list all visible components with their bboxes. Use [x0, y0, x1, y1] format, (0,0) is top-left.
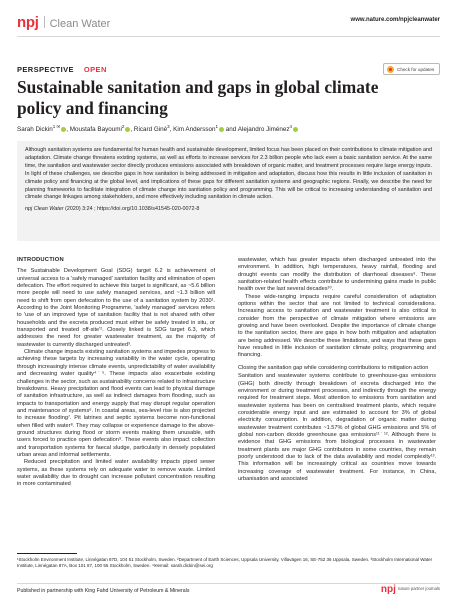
body-paragraph: Sanitation and wastewater systems contribute to greenhouse-gas emissions (GHG) both directly through breakdown of excreta discharged into the environment or during treatment processes, and indirectly through the energy required for treatment steps. Most attention to emissions from sanitation and wastewater systems has been on centralised treatment plants, which require considerable energy input and are estimated to account for 3% of global electricity consumption. In addition, degradation of organic matter during wastewater treatment contributes ~1.57% of global GHG emissions and 5% of global non-carbon dioxide greenhouse gas emissions¹¹˙¹². Although there is evidence that GHG emissions from biological processes in wastewater treatment plants are major GHG contributors in some countries, they remain poorly understood due to lack of the data availability and model complexity¹³. This information will be increasingly critical as countries move towards increasing coverage of wastewater treatment. For instance, in China, urbanisation and associated	[238, 373, 436, 482]
citation-line	[25, 206, 432, 212]
author-affiliation-marker: 1 ✉	[52, 123, 61, 129]
abstract-panel	[17, 141, 440, 241]
body-paragraph: The Sustainable Development Goal (SDG) target 6.2 is achievement of universal access to a 'safely managed' sanitation facility and elimination of open defecation. The effort required to achieve this target is significant, as ~5.6 billion more people will need to use safely managed services, and ~1.3 billion will need to shift from open defecation to the use of a sanitation system by 2030¹. According to the Joint Monitoring Programme, 'safely managed' services refers to 'use of an improved type of sanitation facility that is not shared with other households and the excreta produced must either be safely treated in situ, or transported and treated off-site'². Closely linked is SDG target 6.3, which addresses the need for greater wastewater treatment, as the majority of wastewater is currently discharged untreated³.	[17, 268, 215, 348]
author-affiliation-marker: 1	[215, 123, 219, 129]
author-name[interactable]: Kim Andersson	[173, 126, 216, 133]
partner-journals-label: nature partner journals	[397, 586, 440, 592]
orcid-icon[interactable]	[293, 127, 298, 132]
journal-brand[interactable]	[17, 14, 110, 30]
body-paragraph: wastewater, which has greater impacts when discharged untreated into the environment. In addition, high temperatures, heavy rainfall, flooding and drought events can modify the distribution of diarrhoeal diseases⁹. These sanitation-related health effects contribute to undermining gains made in public health over the last several decades¹⁰.	[238, 257, 436, 293]
footnote-divider	[17, 553, 77, 554]
article-tags	[17, 65, 107, 74]
body-paragraph: These wide-ranging impacts require careful consideration of adaptation options within the sector that are not limited to technical considerations. Increasing access to sanitation and wastewater treatment is also critical to consider from the perspective of climate mitigation where emissions are growing and have been overlooked. Despite the importance of climate change to the sanitation sector, there are gaps in how both mitigation and adaptation are being addressed. We describe these limitations, and ways that these gaps have resulted in little inclusion of sanitation climate policy, programming and financing.	[238, 293, 436, 359]
orcid-icon[interactable]	[219, 127, 224, 132]
orcid-icon[interactable]	[61, 127, 66, 132]
section-heading-introduction: INTRODUCTION	[17, 257, 64, 263]
affiliations-footnote: ¹Stockholm Environment Institute, Linnégatan 87D, 104 51 Stockholm, Sweden. ²Department of Earth Sciences, Uppsala University, Villavägen 16, SE-752 36 Uppsala, Sweden. ³Stockholm International Water Institute, Linnégatan 87A, Box 101 87, 100 55 Stockholm, Sweden. ⁴✉email: sarah.dickin@sei.org	[17, 557, 433, 569]
nature-partner-logo	[381, 584, 440, 595]
author-name[interactable]: Moustafa Bayoumi	[69, 126, 122, 133]
citation-doi-link[interactable]: (2020) 3:24 ; https://doi.org/10.1038/s41545-020-0072-8	[65, 206, 200, 213]
citation-journal: npj Clean Water	[25, 206, 64, 213]
body-paragraph: Reduced precipitation and limited water availability impacts piped sewer systems, as these systems rely on adequate water to remove waste. Limited water availability due to drought can increase pollutant concentration resulting in more contaminated	[17, 459, 215, 488]
subsection-heading: Closing the sanitation gap while considering contributions to mitigation action	[238, 364, 429, 371]
check-for-updates-button[interactable]	[383, 63, 440, 75]
article-type-label: PERSPECTIVE	[17, 65, 74, 74]
orcid-icon[interactable]	[125, 127, 130, 132]
logo-divider	[44, 16, 45, 28]
crossmark-icon	[387, 66, 394, 73]
author-affiliation-marker: 3	[167, 123, 170, 129]
author-name[interactable]: Sarah Dickin	[17, 126, 53, 133]
body-column-left	[17, 257, 215, 489]
open-access-label: OPEN	[83, 65, 107, 74]
header-divider	[17, 36, 440, 37]
journal-name: Clean Water	[49, 18, 111, 30]
partner-npj-logo: npj	[380, 584, 396, 595]
body-column-right	[238, 257, 436, 483]
journal-url-link[interactable]: www.nature.com/npjcleanwater	[350, 17, 440, 23]
check-for-updates-label: Check for updates	[397, 66, 435, 72]
author-name[interactable]: Ricard Giné	[133, 126, 168, 133]
author-affiliation-marker: 4	[289, 123, 293, 129]
author-list: Sarah Dickin$^{1 ✉}$ , Moustafa Bayoumi$^2$ , Ricard Giné$^3$, Kim Andersson$^1$ and Alejandro Jiménez$^4$	[17, 126, 442, 133]
author-affiliation-marker: 2	[121, 123, 125, 129]
author-name[interactable]: Alejandro Jiménez	[237, 126, 290, 133]
abstract-text: Although sanitation systems are fundamental for human health and sustainable development, limited focus has been placed on their contributions to climate mitigation and adaptation. Climate change threatens existing systems, as well as efforts to increase services for 2.3 billion people who lack even a basic sanitation service. At the same time, the sanitation and wastewater sector directly produces emissions associated with breakdown of organic matter, and treatment processes require large energy inputs. In light of these challenges, we describe gaps in how sanitation is being addressed in mitigation and adaptation, discuss how this results in little inclusion of sanitation in climate policy and financing at the global level, and implications of these gaps for different sanitation systems and geographic regions. Finally, we describe the need for planning frameworks to facilitate integration of climate change into sanitation policy and programming. This will be critical to increasing understanding of sanitation and climate change linkages among stakeholders, and more effectively including sanitation in climate action.	[25, 147, 432, 201]
footer-divider	[17, 583, 440, 584]
publisher-note: Published in partnership with King Fahd University of Petroleum & Minerals	[17, 588, 190, 594]
npj-logo: npj	[17, 14, 39, 31]
body-paragraph: Climate change impacts existing sanitation systems and impedes progress to achieving these targets by increasing variability in the water cycle, operating through increasingly intense climate events, unpredictability of water availability and decreasing water quality⁴˙⁵. These impacts also exacerbate existing challenges in the sector, such as sustainability concerns related to infrastructure breakdowns. Heavy precipitation and flood events can lead to physical damage of sanitation infrastructure, as well as indirect damages from flooding, such as impacts to transportation and energy supply that may disrupt regular operation and maintenance of systems⁶. In coastal areas, sea-level rise is also projected to increase flooding⁷. Pit latrines and septic systems become non-functional when filled with water⁸. They may collapse or experience damage to the above-ground structures during flood or storm events making them unusable, with users forced to practice open defecation⁹. These events also impact collection and transportation systems for faecal sludge, particularly in densely populated urban areas and informal settlements.	[17, 349, 215, 458]
article-title: Sustainable sanitation and gaps in global climate policy and financing	[17, 77, 379, 118]
